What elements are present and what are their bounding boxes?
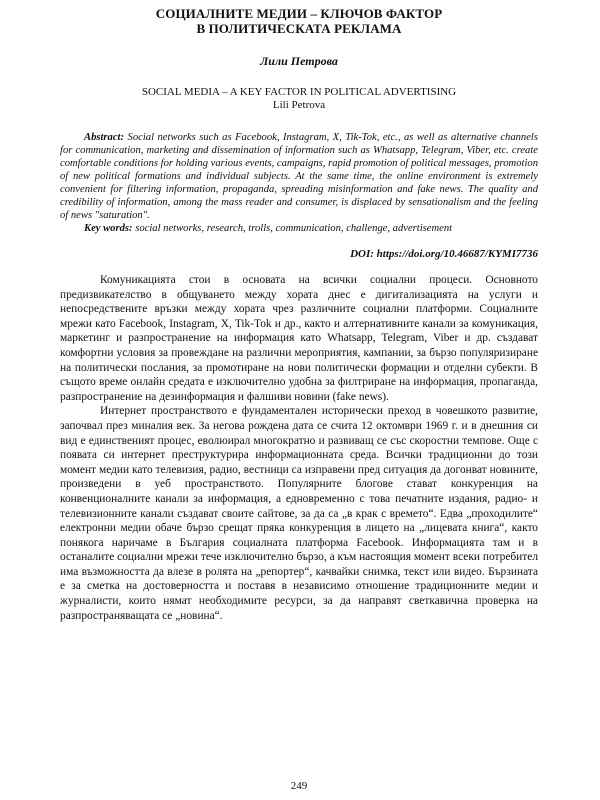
article-title-en: SOCIAL MEDIA – A KEY FACTOR IN POLITICAL ADVERTISING: [141, 86, 457, 98]
article-title-bg: [60, 6, 538, 36]
abstract-text: Social networks such as Facebook, Instagram, X, Tik-Tok, etc., as well as alternative channels for communication, marketing and dissemination of information such as Whatsapp, Telegram, Viber, etc. create comfortable conditions for holding various events, campaigns, rapid promotion of political messages, promotion of new political formations and individual subjects. At the same time, the online environment is extremely convenient for filtering information, propaganda, spreading misinformation and fake news. The quality and credibility of information, among the mass reader and consumer, is displaced by sensationalism and the feeling of news "saturation".: [60, 132, 538, 221]
title-line-1: СОЦИАЛНИТЕ МЕДИИ – КЛЮЧОВ ФАКТОР: [155, 6, 443, 21]
article-page: [60, 0, 538, 800]
body-paragraph-1: Комуникацията стои в основата на всички социални процеси. Основното предизвикателство в общуването между хората днес е дигитализацията на услуги и непосредствените връзки между хората чрез различните социални платформи. Социалните мрежи като Facebook, Instagram, X, Tik-Tok и др., както и алтернативните канали за комуникация, маркетинг и разпространение на информация като Whatsapp, Telegram, Viber и др. създават комфортни условия за провеждане на различни мероприятия, кампании, за бързо популяризиране на политически послания, за промотиране на нови политически формации и отделни субекти. В същото време онлайн средата е изключително удобна за филтриране на информация, пропаганда, разпространение на дезинформация и фалшиви новини (fake news).: [60, 274, 538, 403]
article-body: [60, 273, 538, 623]
abstract: [60, 131, 538, 222]
keywords-label: Key words:: [84, 223, 133, 234]
page-number: 249: [290, 780, 308, 792]
author-name-bg: Лили Петрова: [260, 54, 338, 68]
body-paragraph-2: Интернет пространството е фундаментален исторически преход в човешкото развитие, започвал през миналия век. За негова рождена дата се счита 12 октомври 1969 г. и в днешния си вид е единственият процес, еволюирал многократно и развиващ се със скоростни темпове. Още с появата си интернет преструктурира информационната среда. Всички традиционни до този момент медии като телевизия, радио, вестници са изправени пред ситуация да догонват новините, произведени в уеб пространството. Популярните блогове стават конкуренция на конвенционалните канали за информация, а едновременно с това печатните издания, радио- и телевизионните канали създават своите сайтове, за да са „в крак с времето“. Едва „проходилите“ електронни медии обаче бързо срещат пряка конкуренция в лицето на „лицевата книга“, както понякога наричаме в България социалната платформа Facebook. Информацията там и в останалите социални мрежи тече изключително бързо, а към настоящия момент всеки потребител има възможността да влезе в ролята на „репортер“, качвайки снимка, текст или видео. Бързината е за сметка на достоверността и поставя в независимо отношение традиционните медии и журналисти, които нямат необходимите ресурси, за да направят светкавична проверка на разпространяващата се „новина“.: [60, 405, 538, 622]
title-line-2: В ПОЛИТИЧЕСКАТА РЕКЛАМА: [196, 21, 402, 36]
author-name-en: Lili Petrova: [272, 99, 326, 111]
abstract-label: Abstract:: [84, 132, 125, 143]
keywords: [60, 222, 538, 235]
keywords-text: social networks, research, trolls, communication, challenge, advertisement: [135, 223, 453, 234]
doi-link[interactable]: DOI: https://doi.org/10.46687/KYMI7736: [350, 248, 538, 260]
